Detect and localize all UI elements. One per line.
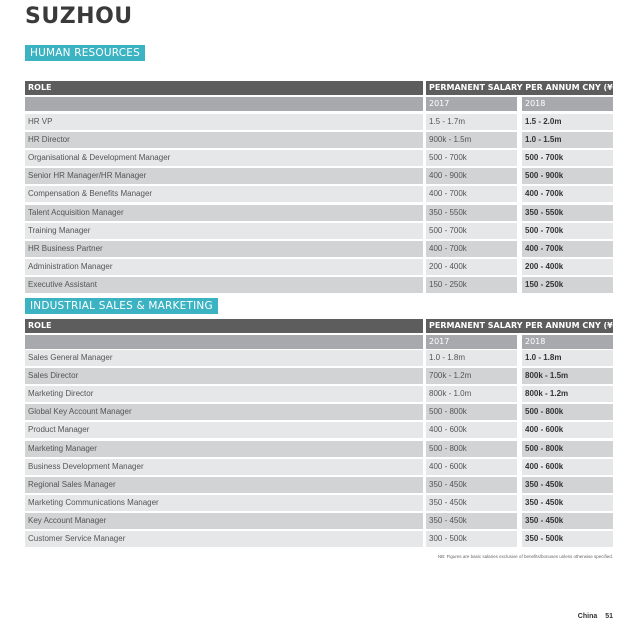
role-cell: HR VP bbox=[25, 114, 423, 130]
salary-2017-cell: 400 - 600k bbox=[426, 422, 517, 438]
salary-2017-cell: 400 - 700k bbox=[426, 241, 517, 257]
table-row bbox=[25, 241, 613, 257]
role-cell: Senior HR Manager/HR Manager bbox=[25, 168, 423, 184]
table-row bbox=[25, 404, 613, 420]
salary-2017-cell: 1.5 - 1.7m bbox=[426, 114, 517, 130]
year-header-row bbox=[25, 335, 613, 349]
salary-2018-cell: 500 - 800k bbox=[522, 404, 613, 420]
table-row bbox=[25, 350, 613, 366]
salary-2018-cell: 400 - 600k bbox=[522, 459, 613, 475]
salary-2018-cell: 1.5 - 2.0m bbox=[522, 114, 613, 130]
table-row bbox=[25, 205, 613, 221]
salary-2018-cell: 350 - 450k bbox=[522, 513, 613, 529]
role-cell: Organisational & Development Manager bbox=[25, 150, 423, 166]
table-row bbox=[25, 150, 613, 166]
table-header bbox=[25, 319, 617, 333]
year-2017-header: 2017 bbox=[426, 335, 517, 349]
salary-2018-cell: 1.0 - 1.5m bbox=[522, 132, 613, 148]
role-cell: Sales Director bbox=[25, 368, 423, 384]
salary-2018-cell: 150 - 250k bbox=[522, 277, 613, 293]
salary-2018-cell: 800k - 1.5m bbox=[522, 368, 613, 384]
salary-2018-cell: 500 - 900k bbox=[522, 168, 613, 184]
salary-2017-cell: 400 - 900k bbox=[426, 168, 517, 184]
salary-2017-cell: 350 - 450k bbox=[426, 513, 517, 529]
salary-2018-cell: 350 - 450k bbox=[522, 495, 613, 511]
salary-2017-cell: 1.0 - 1.8m bbox=[426, 350, 517, 366]
table-row bbox=[25, 531, 613, 547]
table-header bbox=[25, 81, 617, 95]
year-2018-header: 2018 bbox=[522, 97, 613, 111]
role-cell: Sales General Manager bbox=[25, 350, 423, 366]
table-row bbox=[25, 477, 613, 493]
salary-2018-cell: 500 - 800k bbox=[522, 441, 613, 457]
salary-2018-cell: 350 - 500k bbox=[522, 531, 613, 547]
salary-2018-cell: 1.0 - 1.8m bbox=[522, 350, 613, 366]
table-row bbox=[25, 223, 613, 239]
table-row bbox=[25, 495, 613, 511]
footnote: NB: Figures are basic salaries exclusive of benefits/bonuses unless otherwise specified. bbox=[437, 554, 613, 559]
footer-page-number: 51 bbox=[605, 613, 613, 620]
salary-2017-cell: 350 - 450k bbox=[426, 477, 517, 493]
role-cell: Compensation & Benefits Manager bbox=[25, 186, 423, 202]
role-cell: Product Manager bbox=[25, 422, 423, 438]
section-tag: INDUSTRIAL SALES & MARKETING bbox=[25, 298, 218, 314]
salary-2018-cell: 800k - 1.2m bbox=[522, 386, 613, 402]
table-row bbox=[25, 259, 613, 275]
salary-2018-cell: 400 - 600k bbox=[522, 422, 613, 438]
header-role: ROLE bbox=[25, 319, 423, 333]
role-cell: Marketing Director bbox=[25, 386, 423, 402]
role-cell: Marketing Manager bbox=[25, 441, 423, 457]
table-row bbox=[25, 132, 613, 148]
footer-country: China bbox=[577, 613, 598, 620]
role-cell: Training Manager bbox=[25, 223, 423, 239]
salary-2018-cell: 500 - 700k bbox=[522, 223, 613, 239]
salary-2017-cell: 500 - 700k bbox=[426, 223, 517, 239]
salary-2017-cell: 400 - 700k bbox=[426, 186, 517, 202]
salary-2018-cell: 350 - 450k bbox=[522, 477, 613, 493]
table-row bbox=[25, 114, 613, 130]
salary-2017-cell: 300 - 500k bbox=[426, 531, 517, 547]
header-salary: PERMANENT SALARY PER ANNUM CNY (¥) bbox=[426, 319, 613, 333]
year-blank-cell bbox=[25, 335, 423, 349]
salary-2017-cell: 800k - 1.0m bbox=[426, 386, 517, 402]
role-cell: Customer Service Manager bbox=[25, 531, 423, 547]
header-salary: PERMANENT SALARY PER ANNUM CNY (¥) bbox=[426, 81, 613, 95]
salary-2017-cell: 900k - 1.5m bbox=[426, 132, 517, 148]
table-row bbox=[25, 368, 613, 384]
salary-2017-cell: 700k - 1.2m bbox=[426, 368, 517, 384]
salary-2018-cell: 500 - 700k bbox=[522, 150, 613, 166]
salary-2017-cell: 500 - 800k bbox=[426, 441, 517, 457]
role-cell: Talent Acquisition Manager bbox=[25, 205, 423, 221]
role-cell: Key Account Manager bbox=[25, 513, 423, 529]
year-header-row bbox=[25, 97, 613, 111]
role-cell: Business Development Manager bbox=[25, 459, 423, 475]
salary-2017-cell: 150 - 250k bbox=[426, 277, 517, 293]
role-cell: HR Director bbox=[25, 132, 423, 148]
year-2017-header: 2017 bbox=[426, 97, 517, 111]
section-tag: HUMAN RESOURCES bbox=[25, 45, 145, 61]
salary-2017-cell: 350 - 550k bbox=[426, 205, 517, 221]
salary-2018-cell: 350 - 550k bbox=[522, 205, 613, 221]
salary-2017-cell: 500 - 800k bbox=[426, 404, 517, 420]
salary-2018-cell: 200 - 400k bbox=[522, 259, 613, 275]
salary-2017-cell: 500 - 700k bbox=[426, 150, 517, 166]
year-blank-cell bbox=[25, 97, 423, 111]
salary-2017-cell: 200 - 400k bbox=[426, 259, 517, 275]
page-footer bbox=[572, 613, 613, 620]
role-cell: Administration Manager bbox=[25, 259, 423, 275]
role-cell: Global Key Account Manager bbox=[25, 404, 423, 420]
table-row bbox=[25, 168, 613, 184]
table-row bbox=[25, 277, 613, 293]
table-row bbox=[25, 422, 613, 438]
table-row bbox=[25, 186, 613, 202]
table-row bbox=[25, 441, 613, 457]
salary-2017-cell: 350 - 450k bbox=[426, 495, 517, 511]
role-cell: Regional Sales Manager bbox=[25, 477, 423, 493]
role-cell: Marketing Communications Manager bbox=[25, 495, 423, 511]
role-cell: HR Business Partner bbox=[25, 241, 423, 257]
year-2018-header: 2018 bbox=[522, 335, 613, 349]
table-row bbox=[25, 459, 613, 475]
salary-2018-cell: 400 - 700k bbox=[522, 241, 613, 257]
table-row bbox=[25, 386, 613, 402]
city-title: SUZHOU bbox=[25, 4, 133, 29]
salary-2017-cell: 400 - 600k bbox=[426, 459, 517, 475]
role-cell: Executive Assistant bbox=[25, 277, 423, 293]
salary-2018-cell: 400 - 700k bbox=[522, 186, 613, 202]
header-role: ROLE bbox=[25, 81, 423, 95]
table-row bbox=[25, 513, 613, 529]
